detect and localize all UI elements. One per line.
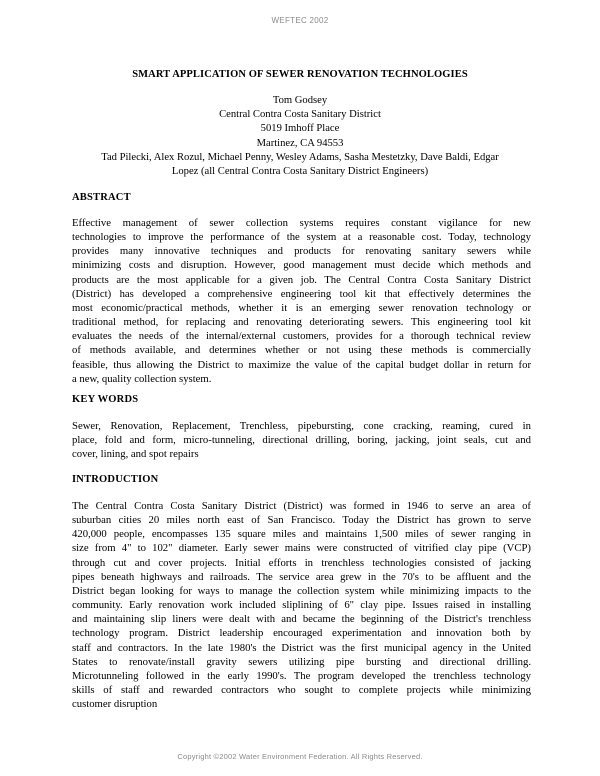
text-line: most economic/practical methods, whether it is an emerging sewer renovation technology or [72, 301, 531, 314]
text-line: community. Early renovation work included sliplining of 6" clay pipe. Issues raised in installing [72, 599, 531, 612]
abstract-paragraph [72, 216, 531, 386]
author-line: Tad Pilecki, Alex Rozul, Michael Penny, Wesley Adams, Sasha Mestetzky, Dave Baldi, Edgar [101, 151, 499, 163]
author-line: Lopez (all Central Contra Costa Sanitary District Engineers) [171, 166, 429, 178]
text-line: (District) has developed a comprehensive engineering tool kit that effectively determines the [72, 287, 531, 300]
text-line: The Central Contra Costa Sanitary District (District) was formed in 1946 to serve an area of [72, 500, 531, 512]
text-line: provides many innovative techniques and products for renovating sanitary sewers while [72, 245, 531, 258]
text-line: suburban cities 20 miles north east of San Francisco. Today the District has grown to serve [72, 514, 531, 527]
abstract-heading: ABSTRACT [72, 192, 131, 203]
keywords-heading: KEY WORDS [72, 394, 139, 405]
text-line: Sewer, Renovation, Replacement, Trenchless, pipebursting, cone cracking, reaming, cured in [72, 420, 531, 432]
text-line: technologies to improve the performance of the system at a reasonable cost. Today, technology [72, 231, 531, 244]
text-line: place, fold and form, micro-tunneling, directional drilling, boring, jacking, joint seals, cut and [72, 434, 531, 447]
author-line: Central Contra Costa Sanitary District [219, 109, 381, 121]
introduction-heading: INTRODUCTION [72, 474, 159, 485]
text-line: evaluates the needs of the internal/external customers, provides for a thorough technical review [72, 330, 531, 343]
paper-title: SMART APPLICATION OF SEWER RENOVATION TECHNOLOGIES [132, 69, 468, 80]
keywords-paragraph [72, 419, 531, 461]
text-line: staff and contractors. In the late 1980's the District was the first municipal agency in the United [72, 641, 531, 654]
author-line: 5019 Imhoff Place [260, 123, 340, 135]
author-line: Tom Godsey [272, 95, 328, 106]
running-header: WEFTEC 2002 [271, 16, 329, 25]
author-line: Martinez, CA 94553 [256, 137, 344, 149]
text-line: and maintaining slip liners were dealt with and became the beginning of the District's trenchless [72, 613, 531, 626]
author-block [60, 94, 540, 179]
text-line: Effective management of sewer collection systems requires constant vigilance for new [72, 217, 531, 229]
text-line: feasible, thus allowing the District to maximize the value of the capital budget dollar in return for [72, 358, 531, 371]
text-line: products are the most applicable for a given job. The Central Contra Costa Sanitary District [72, 273, 531, 286]
text-line: Microtunneling followed in the early 1990's. The program developed the trenchless technology [72, 669, 531, 682]
text-line: technology program. District leadership encouraged experimentation and innovation both by [72, 627, 531, 640]
text-line: minimizing costs and disruption. However, good management must decide which methods and [72, 259, 531, 272]
text-line: traditional method, for replacing and renovating deteriorating sewers. This engineering tool kit [72, 316, 531, 329]
text-line: States to renovate/install gravity sewers utilizing pipe bursting and directional drilling. [72, 655, 531, 668]
text-line: cover, lining, and spot repairs [72, 448, 199, 461]
text-line: of methods available, and determines whether or not using these methods is commercially [72, 344, 531, 357]
text-line: a new, quality collection system. [72, 372, 212, 385]
text-line: size from 4" to 102" diameter. Early sewer mains were constructed of vitrified clay pipe (VCP) [72, 542, 531, 555]
text-line: customer disruption [72, 698, 158, 711]
text-line: through cut and cover projects. Initial efforts in trenchless technologies consisted of jacking [72, 556, 531, 569]
text-line: pipes beneath highways and railroads. The service area grew in the 70's to be affluent and the [72, 570, 531, 583]
introduction-paragraph [72, 499, 531, 711]
copyright-footer: Copyright ©2002 Water Environment Federation. All Rights Reserved. [177, 752, 423, 761]
text-line: skills of staff and rewarded contractors who sought to complete projects while minimizing [72, 684, 531, 697]
text-line: District began looking for ways to manage the collection system while minimizing impacts to the [72, 584, 531, 597]
text-line: 420,000 people, encompasses 135 square miles and maintains 1,500 miles of sewer ranging in [72, 528, 531, 541]
